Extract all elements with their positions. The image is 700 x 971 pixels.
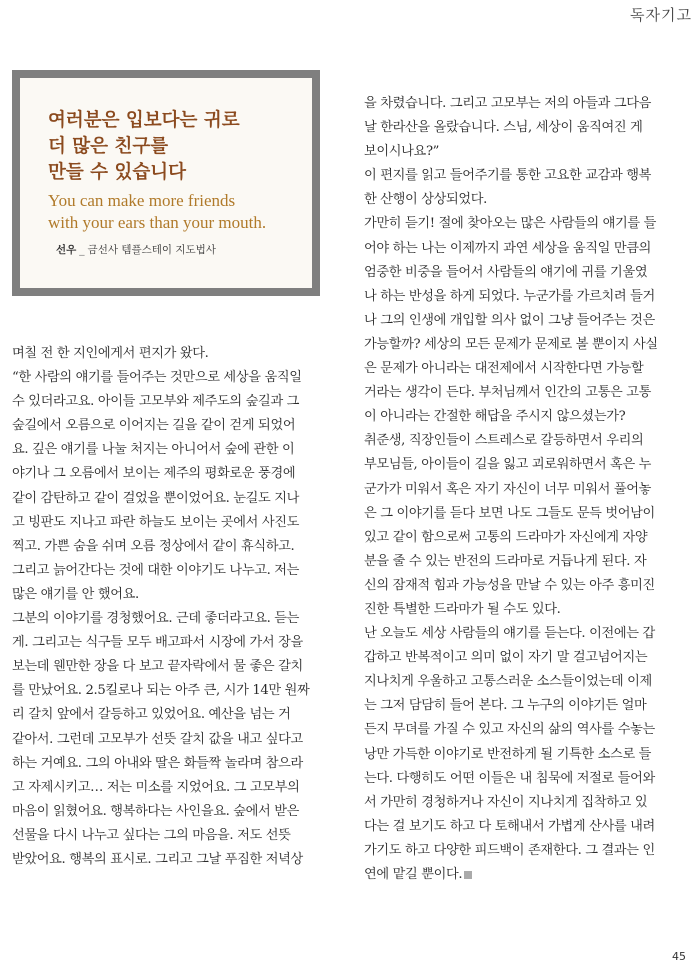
text-line: 는다. 다행히도 어떤 이들은 내 침묵에 저절로 들어와 — [364, 770, 655, 786]
quote-english-line: You can make more friends — [48, 191, 236, 210]
text-line: 한 산행이 상상되었다. — [364, 192, 488, 208]
text-line: 진한 특별한 드라마가 될 수도 있다. — [364, 601, 561, 617]
text-line: 는 그저 담담히 들어 본다. 그 누구의 이야기든 얼마 — [364, 698, 647, 714]
text-line: 신의 잠재적 힘과 가능성을 만날 수 있는 아주 흥미진 — [364, 577, 655, 593]
quote-korean-line: 더 많은 친구를 — [48, 136, 169, 157]
text-line: 숲길에서 오름으로 이어지는 길을 같이 걷게 되었어 — [12, 418, 296, 434]
section-tag: 독자기고 — [630, 6, 692, 24]
quote-korean-line: 여러분은 입보다는 귀로 — [48, 110, 240, 131]
text-line: 요. 깊은 얘기를 나눌 처지는 아니어서 숲에 관한 이 — [12, 442, 295, 458]
text-line: 연에 맡길 뿐이다. — [364, 863, 686, 887]
text-line: 어야 하는 나는 이제까지 과연 세상을 움직일 만큼의 — [364, 240, 652, 256]
text-line: 서 가만히 경청하거나 자신이 지나치게 집착하고 있 — [364, 794, 648, 810]
quote-box — [12, 70, 320, 296]
text-line: 같이 감탄하고 같이 걸었을 뿐이었어요. 눈길도 지나 — [12, 490, 300, 506]
text-line: 난 오늘도 세상 사람들의 얘기를 듣는다. 이전에는 갑 — [364, 626, 655, 642]
byline-separator: _ — [79, 244, 85, 256]
text-line: 가기도 하고 다양한 피드백이 존재한다. 그 결과는 인 — [364, 842, 655, 858]
page-number: 45 — [672, 950, 686, 963]
text-line: 엄중한 비중을 들어서 사람들의 얘기에 귀를 기울였 — [364, 264, 648, 280]
text-line: 은 문제가 아니라는 대전제에서 시작한다면 가능할 — [364, 361, 644, 377]
text-line: 를 만났어요. 2.5킬로나 되는 아주 큰, 시가 14만 원짜 — [12, 683, 310, 699]
text-line: 이 아니라는 간절한 해답을 주시지 않으셨는가? — [364, 409, 626, 425]
text-line: 고 빙판도 지나고 파란 하늘도 보이는 곳에서 사진도 — [12, 514, 300, 530]
text-line: 분을 줄 수 있는 반전의 드라마로 거듭나게 된다. 자 — [364, 553, 647, 569]
text-line: 그분의 이야기를 경청했어요. 근데 좋더라고요. 듣는 — [12, 611, 300, 627]
text-line: 받았어요. 행복의 표시로. 그리고 그날 푸짐한 저녁상 — [12, 851, 303, 867]
text-line: 며칠 전 한 지인에게서 편지가 왔다. — [12, 346, 209, 361]
text-line: 취준생, 직장인들이 스트레스로 갈등하면서 우리의 — [364, 433, 644, 449]
text-line: 갑하고 반복적이고 의미 없이 자기 말 걸고넘어지는 — [364, 650, 648, 666]
text-line: 많은 얘기를 안 했어요. — [12, 586, 139, 602]
byline — [56, 242, 216, 257]
text-line: 지나치게 우울하고 고통스러운 소스들이었는데 이제 — [364, 674, 652, 690]
quote-english — [48, 190, 266, 234]
quote-korean-line: 만들 수 있습니다 — [48, 162, 186, 183]
byline-title: 금선사 템플스테이 지도법사 — [87, 244, 216, 256]
text-line: 낭만 가득한 이야기로 반전하게 될 기특한 소스로 들 — [364, 746, 652, 762]
text-line: 고 자제시키고… 저는 미소를 지었어요. 그 고모부의 — [12, 779, 300, 795]
text-line: 있고 같이 함으로써 고통의 드라마가 자신에게 자양 — [364, 529, 648, 545]
text-line: 다는 걸 보기도 하고 다 토해내서 가볍게 산사를 내려 — [364, 818, 655, 834]
text-line: 은 그 이야기를 듣다 보면 나도 그들도 문득 벗어남이 — [364, 505, 655, 521]
text-line: 보이시나요?” — [364, 144, 440, 160]
text-line: 마음이 읽혔어요. 행복하다는 사인을요. 숲에서 받은 — [12, 803, 300, 819]
text-line: 보는데 웬만한 장을 다 보고 끝자락에서 물 좋은 갈치 — [12, 659, 303, 675]
quote-korean — [48, 108, 240, 186]
article-end-mark — [464, 871, 472, 879]
text-line: 나 하는 반성을 하게 되었다. 누군가를 가르치려 들거 — [364, 288, 655, 304]
text-line: 가능할까? 세상의 모든 문제가 문제로 볼 뿐이지 사실 — [364, 336, 658, 352]
byline-name: 선우 — [56, 244, 77, 256]
text-line: 리 갈치 앞에서 갈등하고 있었어요. 예산을 넘는 거 — [12, 707, 291, 723]
quote-english-line: with your ears than your mouth. — [48, 213, 267, 232]
text-line: 가만히 듣기! 절에 찾아오는 많은 사람들의 얘기를 들 — [364, 216, 657, 232]
text-line: 을 차렸습니다. 그리고 고모부는 저의 아들과 그다음 — [364, 96, 652, 111]
text-line: 부모님들, 아이들이 길을 잃고 괴로워하면서 혹은 누 — [364, 457, 652, 473]
quote-inner — [20, 78, 312, 288]
text-line: 그리고 늙어간다는 것에 대한 이야기도 나누고. 저는 — [12, 562, 300, 578]
text-line: 군가가 미워서 혹은 자기 자신이 너무 미워서 풀어놓 — [364, 481, 652, 497]
text-line: 하는 거예요. 그의 아내와 딸은 화들짝 놀라며 참으라 — [12, 755, 303, 771]
text-line: 이 편지를 읽고 들어주기를 통한 고요한 교감과 행복 — [364, 168, 652, 184]
text-line: 날 한라산을 올랐습니다. 스님, 세상이 움직여진 게 — [364, 120, 643, 136]
left-text-column — [12, 342, 330, 872]
text-line: “한 사람의 얘기를 들어주는 것만으로 세상을 움직일 — [12, 370, 302, 386]
text-line: 선물을 다시 나누고 싶다는 그의 마음을. 저도 선뜻 — [12, 827, 291, 843]
text-line: 수 있더라고요. 아이들 고모부와 제주도의 숲길과 그 — [12, 394, 300, 410]
right-text-column — [364, 92, 686, 887]
text-line: 같아서. 그런데 고모부가 선뜻 갈치 값을 내고 싶다고 — [12, 731, 303, 747]
text-line: 찍고. 가쁜 숨을 쉬며 오름 정상에서 같이 휴식하고. — [12, 538, 295, 554]
text-line: 야기나 그 오름에서 보이는 제주의 평화로운 풍경에 — [12, 466, 296, 482]
text-line: 든지 무뎌를 가질 수 있고 자신의 삶의 역사를 수놓는 — [364, 722, 655, 738]
text-line: 나 그의 인생에 개입할 의사 없이 그냥 들어주는 것은 — [364, 312, 655, 328]
text-line: 거라는 생각이 든다. 부처님께서 인간의 고통은 고통 — [364, 385, 652, 401]
text-line: 게. 그리고는 식구들 모두 배고파서 시장에 가서 장을 — [12, 635, 303, 651]
